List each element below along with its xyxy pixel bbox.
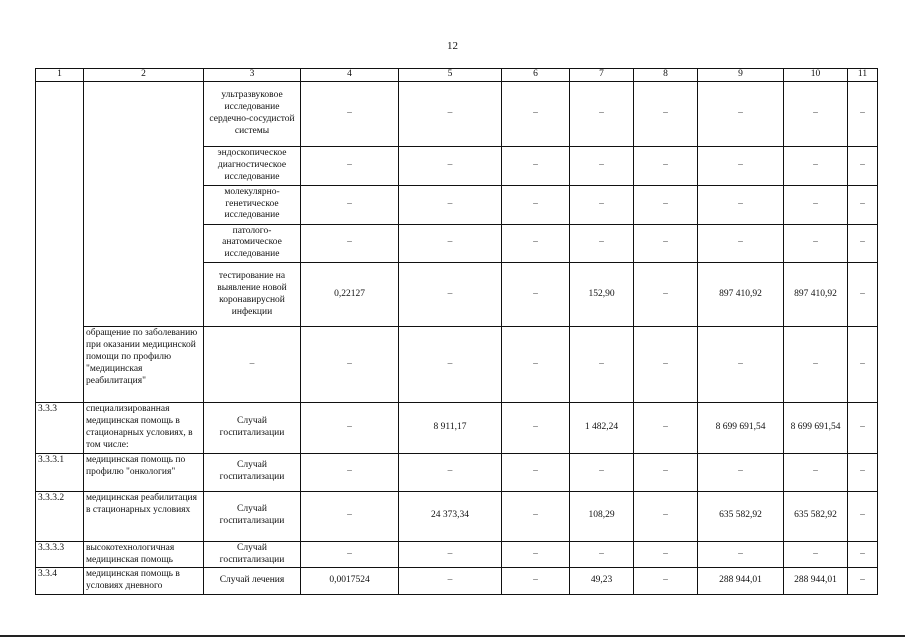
cell-value: 635 582,92: [784, 491, 848, 541]
cell-value: –: [301, 403, 399, 454]
column-number-row: [36, 69, 878, 82]
cell-value: –: [634, 491, 698, 541]
cell-value: –: [634, 185, 698, 224]
cell-value: –: [399, 263, 502, 327]
cell-value: –: [634, 146, 698, 185]
cell-value: 897 410,92: [698, 263, 784, 327]
cell-value: –: [634, 568, 698, 595]
cell-value: –: [784, 453, 848, 491]
cell-value: –: [301, 491, 399, 541]
row-description: обращение по заболеванию при оказании медицинской помощи по профилю "медицинская реабилитация": [84, 327, 204, 403]
cell-value: –: [848, 491, 878, 541]
cell-value: 49,23: [570, 568, 634, 595]
cell-value: 288 944,01: [784, 568, 848, 595]
cell-value: –: [301, 185, 399, 224]
cell-value: –: [848, 453, 878, 491]
row-label: патолого-анатомическое исследование: [204, 224, 301, 263]
table-row: [36, 327, 878, 403]
cell-value: –: [634, 403, 698, 454]
cell-value: 635 582,92: [698, 491, 784, 541]
cell-value: –: [301, 224, 399, 263]
column-header: 7: [570, 69, 634, 82]
cell-value: –: [399, 453, 502, 491]
cell-value: –: [784, 81, 848, 146]
table-row: [36, 541, 878, 568]
row-label: молекулярно-генетическое исследование: [204, 185, 301, 224]
cell-blank-continuation: [84, 81, 204, 326]
row-unit: Случай госпитализации: [204, 491, 301, 541]
cell-value: –: [848, 263, 878, 327]
column-header: 2: [84, 69, 204, 82]
data-table: [35, 68, 878, 595]
column-header: 11: [848, 69, 878, 82]
cell-value: 152,90: [570, 263, 634, 327]
cell-value: 0,22127: [301, 263, 399, 327]
row-code: 3.3.3.1: [36, 453, 84, 491]
column-header: 10: [784, 69, 848, 82]
row-code: 3.3.3.3: [36, 541, 84, 568]
cell-value: –: [502, 263, 570, 327]
cell-value: 8 699 691,54: [784, 403, 848, 454]
cell-value: –: [399, 541, 502, 568]
cell-value: –: [848, 403, 878, 454]
column-header: 4: [301, 69, 399, 82]
page-bottom-edge: [0, 635, 905, 637]
cell-value: –: [698, 224, 784, 263]
cell-value: 897 410,92: [784, 263, 848, 327]
cell-value: –: [698, 327, 784, 403]
cell-value: –: [570, 185, 634, 224]
cell-value: –: [848, 327, 878, 403]
row-description: специализированная медицинская помощь в стационарных условиях, в том числе:: [84, 403, 204, 454]
cell-value: –: [848, 81, 878, 146]
cell-value: –: [301, 146, 399, 185]
cell-value: –: [784, 224, 848, 263]
cell-value: –: [502, 541, 570, 568]
cell-value: –: [399, 81, 502, 146]
cell-value: –: [399, 568, 502, 595]
cell-value: 0,0017524: [301, 568, 399, 595]
row-label: ультразвуковое исследование сердечно-сосудистой системы: [204, 81, 301, 146]
cell-value: –: [502, 146, 570, 185]
cell-value: 8 911,17: [399, 403, 502, 454]
cell-value: –: [784, 541, 848, 568]
row-code: 3.3.3: [36, 403, 84, 454]
cell-blank-continuation: [36, 81, 84, 402]
cell-value: –: [634, 327, 698, 403]
cell-value: 288 944,01: [698, 568, 784, 595]
cell-value: –: [570, 81, 634, 146]
table-row: [36, 568, 878, 595]
cell-value: –: [634, 453, 698, 491]
cell-value: –: [570, 146, 634, 185]
row-description: медицинская помощь по профилю "онкология": [84, 453, 204, 491]
cell-value: –: [848, 224, 878, 263]
cell-value: –: [502, 403, 570, 454]
cell-value: 1 482,24: [570, 403, 634, 454]
cell-value: –: [502, 491, 570, 541]
table-row: [36, 403, 878, 454]
row-label: тестирование на выявление новой коронавирусной инфекции: [204, 263, 301, 327]
cell-value: –: [399, 146, 502, 185]
row-code: 3.3.4: [36, 568, 84, 595]
column-header: 6: [502, 69, 570, 82]
cell-value: –: [399, 224, 502, 263]
column-header: 5: [399, 69, 502, 82]
cell-value: –: [570, 224, 634, 263]
cell-value: –: [502, 81, 570, 146]
row-code: 3.3.3.2: [36, 491, 84, 541]
row-unit: Случай госпитализации: [204, 453, 301, 491]
row-label: эндоскопическое диагностическое исследование: [204, 146, 301, 185]
cell-value: –: [570, 453, 634, 491]
cell-value: –: [698, 541, 784, 568]
row-unit: Случай госпитализации: [204, 541, 301, 568]
cell-value: –: [634, 81, 698, 146]
cell-value: –: [698, 185, 784, 224]
cell-value: 108,29: [570, 491, 634, 541]
row-unit: Случай лечения: [204, 568, 301, 595]
cell-value: –: [634, 224, 698, 263]
cell-value: –: [784, 146, 848, 185]
column-header: 8: [634, 69, 698, 82]
cell-value: –: [502, 327, 570, 403]
cell-value: –: [848, 185, 878, 224]
cell-value: –: [301, 327, 399, 403]
row-description: медицинская реабилитация в стационарных условиях: [84, 491, 204, 541]
cell-value: –: [698, 453, 784, 491]
cell-value: –: [634, 541, 698, 568]
cell-value: –: [784, 185, 848, 224]
cell-value: –: [848, 541, 878, 568]
cell-value: –: [301, 81, 399, 146]
cell-value: 24 373,34: [399, 491, 502, 541]
column-header: 3: [204, 69, 301, 82]
cell-value: –: [698, 81, 784, 146]
table-row: [36, 491, 878, 541]
row-unit: Случай госпитализации: [204, 403, 301, 454]
cell-value: 8 699 691,54: [698, 403, 784, 454]
cell-value: –: [570, 327, 634, 403]
row-description: высокотехнологичная медицинская помощь: [84, 541, 204, 568]
cell-value: –: [301, 541, 399, 568]
cell-value: –: [698, 146, 784, 185]
cell-value: –: [502, 568, 570, 595]
cell-value: –: [784, 327, 848, 403]
cell-value: –: [301, 453, 399, 491]
table-row: [36, 453, 878, 491]
cell-value: –: [848, 146, 878, 185]
row-description: медицинская помощь в условиях дневного: [84, 568, 204, 595]
cell-value: –: [570, 541, 634, 568]
cell-value: –: [502, 185, 570, 224]
cell-value: –: [502, 453, 570, 491]
cell-value: –: [848, 568, 878, 595]
cell-value: –: [399, 327, 502, 403]
cell-value: –: [399, 185, 502, 224]
table-row: [36, 81, 878, 146]
column-header: 9: [698, 69, 784, 82]
column-header: 1: [36, 69, 84, 82]
cell-value: –: [502, 224, 570, 263]
cell-value: –: [634, 263, 698, 327]
page-number: 12: [447, 40, 458, 52]
row-label: –: [204, 327, 301, 403]
